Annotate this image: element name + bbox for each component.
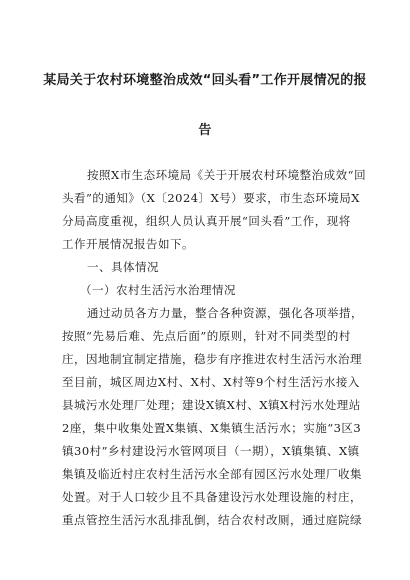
body-line: 镇30村”乡村建设污水管网项目（一期），X镇集镇、X镇 xyxy=(62,444,360,458)
intro-paragraph-line-3: 分局高度重视，组织人员认真开展“回头看”工作，现将 xyxy=(62,214,351,228)
subsection-heading: （一）农村生活污水治理情况 xyxy=(80,283,236,297)
body-line: 通过动员各方力量，整合各种资源，强化各项举措， xyxy=(87,306,363,320)
body-line: 庄，因地制宜制定措施，稳步有序推进农村生活污水治理 xyxy=(62,352,362,366)
body-line: 至目前，城区周边X村、X村、X村等9个村生活污水接入 xyxy=(62,375,360,389)
document-title-line-1: 某局关于农村环境整治成效“回头看”工作开展情况的报 xyxy=(43,73,367,88)
body-line: 县城污水处理厂处理；建设X镇X村、X镇X村污水处理站 xyxy=(62,398,361,412)
body-line: 集镇及临近村庄农村生活污水全部有园区污水处理厂收集 xyxy=(62,467,362,481)
body-line: 处置。对于人口较少且不具备建设污水处理设施的村庄， xyxy=(62,490,362,504)
body-line: 按照“先易后难、先点后面”的原则，针对不同类型的村 xyxy=(62,329,351,343)
intro-paragraph-line-4: 工作开展情况报告如下。 xyxy=(62,237,194,251)
intro-paragraph-line-2: 头看”的通知》（X〔2024〕X号）要求，市生态环境局X xyxy=(62,191,360,205)
intro-paragraph-line-1: 按照X市生态环境局《关于开展农村环境整治成效“回 xyxy=(87,168,367,182)
document-title-line-2: 告 xyxy=(198,123,212,138)
section-heading: 一、具体情况 xyxy=(87,260,159,274)
body-line: 2座，集中收集处置X集镇、X集镇生活污水；实施“3区3 xyxy=(62,421,362,435)
body-line: 重点管控生活污水乱排乱倒，结合农村改厕，通过庭院绿 xyxy=(62,513,362,527)
